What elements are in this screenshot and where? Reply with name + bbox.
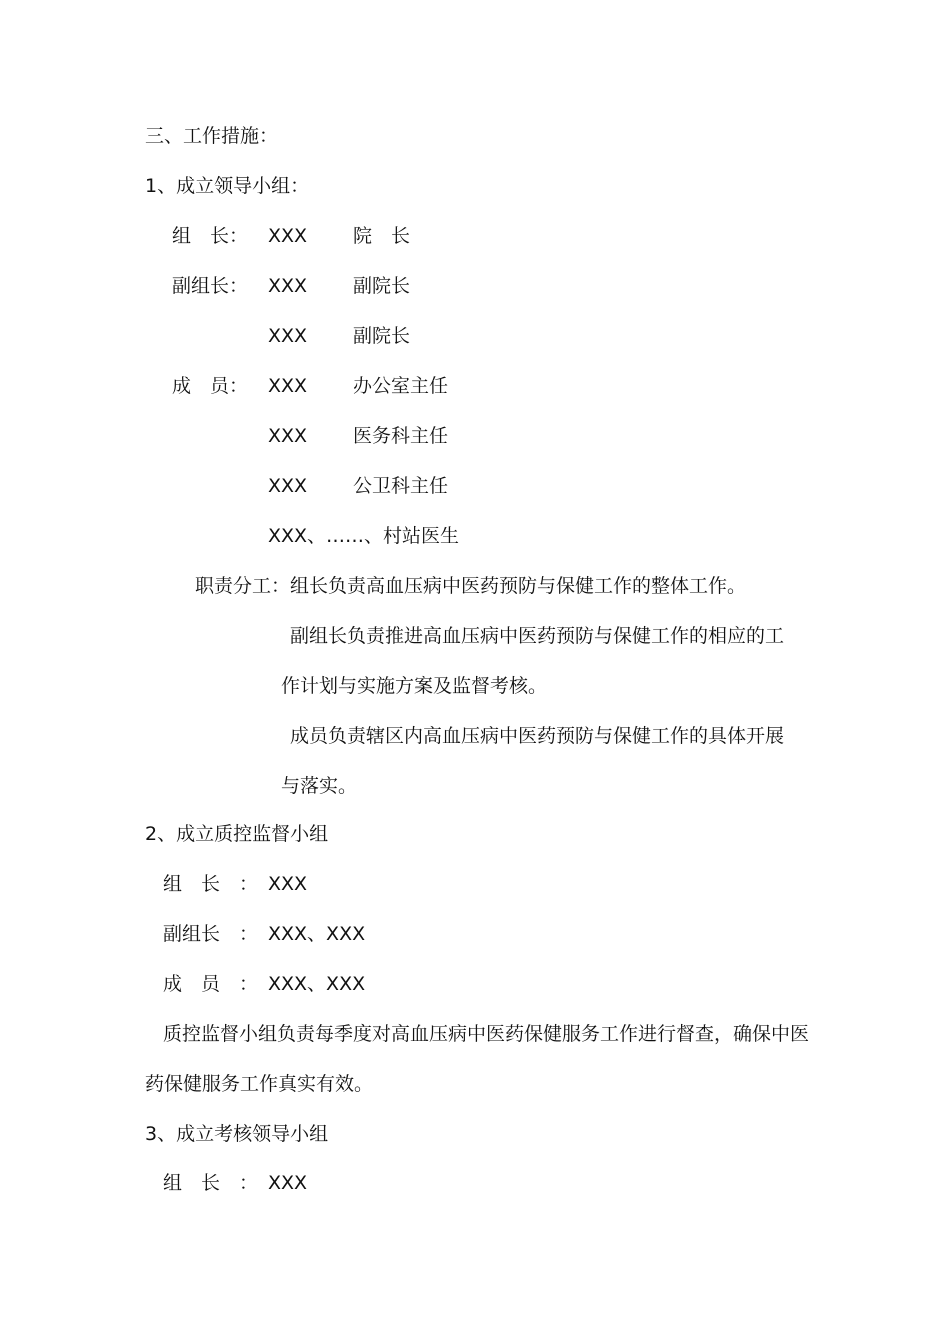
group2-row-role: 组 长 ： [163, 873, 259, 895]
group1-row-title: 公卫科主任 [353, 475, 449, 497]
group2-row-role: 成 员 ： [163, 973, 259, 995]
group1-heading: 1、成立领导小组： [145, 175, 310, 197]
group2-row-name: XXX、XXX [268, 923, 366, 945]
group2-row-role: 副组长 ： [163, 923, 259, 945]
group1-row-name: XXX [268, 275, 308, 297]
group2-row-name: XXX [268, 873, 308, 895]
group1-row-name: XXX [268, 475, 308, 497]
group1-row-name: XXX [268, 425, 308, 447]
group3-heading: 3、成立考核领导小组 [145, 1123, 329, 1145]
group3-row-role: 组 长 ： [163, 1172, 259, 1194]
group3-row-name: XXX [268, 1172, 308, 1194]
duty-line: 成员负责辖区内高血压病中医药预防与保健工作的具体开展 [290, 725, 785, 747]
duty-label: 职责分工： [195, 575, 291, 597]
group2-heading: 2、成立质控监督小组 [145, 823, 329, 845]
group1-row-title: 副院长 [353, 275, 411, 297]
group1-row-title: 办公室主任 [353, 375, 449, 397]
group2-row-name: XXX、XXX [268, 973, 366, 995]
group1-row-name: XXX [268, 225, 308, 247]
group2-paragraph-line: 药保健服务工作真实有效。 [145, 1073, 374, 1095]
duty-line: 与落实。 [281, 775, 358, 797]
section-title: 三、工作措施： [145, 125, 279, 147]
group1-row-name: XXX [268, 325, 308, 347]
group1-row-role: 成 员： [172, 375, 249, 397]
group1-row-role: 组 长： [172, 225, 249, 247]
group1-row-name: XXX [268, 375, 308, 397]
group2-paragraph-line: 质控监督小组负责每季度对高血压病中医药保健服务工作进行督查，确保中医 [163, 1023, 810, 1045]
group1-row-title: 院 长 [353, 225, 411, 247]
group1-row-role: 副组长： [172, 275, 249, 297]
group1-row-title: 医务科主任 [353, 425, 449, 447]
duty-line: 副组长负责推进高血压病中医药预防与保健工作的相应的工 [290, 625, 785, 647]
group1-row-title: 副院长 [353, 325, 411, 347]
duty-line: 组长负责高血压病中医药预防与保健工作的整体工作。 [290, 575, 747, 597]
duty-line: 作计划与实施方案及监督考核。 [281, 675, 548, 697]
group1-row-name: XXX、……、村站医生 [268, 525, 460, 547]
